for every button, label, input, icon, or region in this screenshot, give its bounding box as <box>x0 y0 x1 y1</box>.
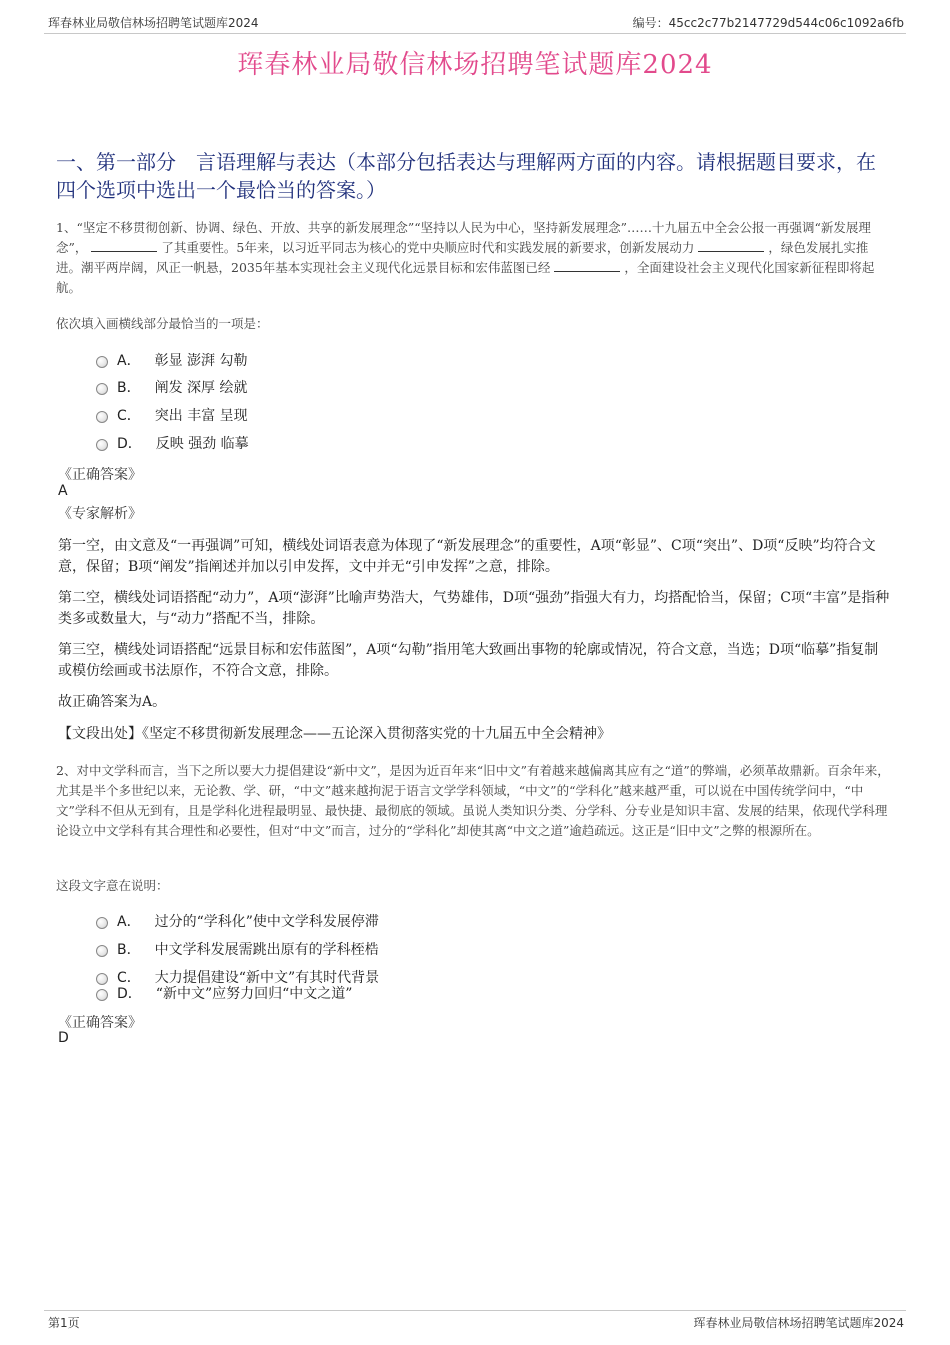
header-doc-id: 编号：45cc2c77b2147729d544c06c1092a6fb <box>632 16 904 30</box>
option-text: 彰显 澎湃 勾勒 <box>154 353 248 369</box>
option-letter: A． <box>117 914 141 930</box>
option-text: “新中文”应努力回归“中文之道” <box>155 986 353 1002</box>
q2-option-a[interactable] <box>96 911 379 931</box>
footer-title: 珲春林业局敬信林场招聘笔试题库2024 <box>693 1316 904 1330</box>
q1-option-d[interactable] <box>96 433 249 453</box>
q1-stem-part4: ，全面建设社会主义现代化国家新征程即将起航。 <box>56 260 875 295</box>
option-text: 突出 丰富 呈现 <box>154 408 248 424</box>
footer-page-number: 第1页 <box>48 1316 80 1330</box>
radio-icon[interactable] <box>96 383 108 395</box>
radio-icon[interactable] <box>96 356 108 368</box>
q1-blank-2[interactable] <box>698 239 764 252</box>
q1-blank-1[interactable] <box>91 239 157 252</box>
footer-divider <box>44 1310 906 1311</box>
section-heading: 一、第一部分 言语理解与表达（本部分包括表达与理解两方面的内容。请根据题目要求，在四个选项中选出一个最恰当的答案。） <box>56 150 876 202</box>
radio-icon[interactable] <box>96 411 108 423</box>
option-letter: A． <box>117 353 141 369</box>
q1-answer: A <box>58 483 68 499</box>
option-letter: D． <box>117 436 142 452</box>
radio-icon[interactable] <box>96 917 108 929</box>
q1-option-a[interactable] <box>96 350 247 370</box>
page-title: 珲春林业局敬信林场招聘笔试题库2024 <box>237 50 713 80</box>
q1-stem <box>56 218 892 298</box>
radio-icon[interactable] <box>96 945 108 957</box>
header-divider <box>44 33 906 34</box>
q1-prompt: 依次填入画横线部分最恰当的一项是： <box>56 316 269 331</box>
q1-analysis-4: 故正确答案为A。 <box>58 694 167 710</box>
option-letter: B． <box>117 942 141 958</box>
q1-analysis-1: 第一空，由文意及“一再强调”可知，横线处词语表意为体现了“新发展理念”的重要性，A项“彰显”、C项“突出”、D项“反映”均符合文意，保留；B项“阐发”指阐述并加以引申发挥，文中并无“引申发挥”之意，排除。 <box>58 538 876 575</box>
radio-icon[interactable] <box>96 439 108 451</box>
q2-prompt: 这段文字意在说明： <box>56 878 169 893</box>
q2-answer-label: 《正确答案》 <box>58 1015 142 1031</box>
option-text: 阐发 深厚 绘就 <box>154 380 248 396</box>
q1-stem-part2: 了其重要性。5年来，以习近平同志为核心的党中央顺应时代和实践发展的新要求，创新发展动力 <box>161 240 695 255</box>
option-text: 大力提倡建设“新中文”有其时代背景 <box>154 970 380 986</box>
q1-stem-part3: ，绿色发展扎实推进。潮平两岸阔，风正一帆悬，2035年基本实现社会主义现代化远景目标和宏伟蓝图已经 <box>56 240 869 275</box>
q1-analysis-3: 第三空，横线处词语搭配“远景目标和宏伟蓝图”，A项“勾勒”指用笔大致画出事物的轮廓或情况，符合文意，当选；D项“临摹”指复制或模仿绘画或书法原作，不符合文意，排除。 <box>58 642 879 679</box>
radio-icon[interactable] <box>96 989 108 1001</box>
option-letter: C． <box>117 970 141 986</box>
q1-option-b[interactable] <box>96 377 248 397</box>
option-letter: C． <box>117 408 141 424</box>
q2-stem: 2、对中文学科而言，当下之所以要大力提倡建设“新中文”，是因为近百年来“旧中文”有着越来越偏离其应有之“道”的弊端，必须革故鼎新。百余年来，尤其是半个多世纪以来，无论教、学、研，“中文”越来越拘泥于语言文学学科领域，“中文”的“学科化”越来越严重，可以说在中国传统学问中，“中文”学科不但从无到有，且是学科化进程最明显、最快捷、最彻底的领域。虽说人类知识分类、分学科、分专业是知识丰富、发展的结果，依现代学科理论设立中文学科有其合理性和必要性，但对“中文”而言，过分的“学科化”却使其离“中文之道”逾趋疏远。这正是“旧中文”之弊的根源所在。 <box>56 763 890 838</box>
q2-answer: D <box>58 1030 69 1046</box>
option-text: 反映 强劲 临摹 <box>155 436 249 452</box>
q1-answer-label: 《正确答案》 <box>58 467 142 483</box>
q1-analysis-label: 《专家解析》 <box>58 506 142 522</box>
q1-blank-3[interactable] <box>554 259 620 272</box>
q1-source: 【文段出处】《坚定不移贯彻新发展理念——五论深入贯彻落实党的十九届五中全会精神》 <box>58 726 611 742</box>
q2-option-d[interactable] <box>96 983 352 1003</box>
option-text: 中文学科发展需跳出原有的学科桎梏 <box>154 942 379 958</box>
header-left-title: 珲春林业局敬信林场招聘笔试题库2024 <box>48 16 259 30</box>
q1-analysis-2: 第二空，横线处词语搭配“动力”，A项“澎湃”比喻声势浩大，气势雄伟，D项“强劲”指强大有力，均搭配恰当，保留；C项“丰富”是指种类多或数量大，与“动力”搭配不当，排除。 <box>58 590 890 627</box>
q2-option-b[interactable] <box>96 939 379 959</box>
q1-stem-part1: 1、“坚定不移贯彻创新、协调、绿色、开放、共享的新发展理念”“坚持以人民为中心，坚持新发展理念”……十九届五中全会公报一再强调“新发展理念”， <box>56 220 871 255</box>
q1-option-c[interactable] <box>96 405 248 425</box>
option-letter: B． <box>117 380 141 396</box>
option-letter: D． <box>117 986 142 1002</box>
option-text: 过分的“学科化”使中文学科发展停滞 <box>154 914 379 930</box>
